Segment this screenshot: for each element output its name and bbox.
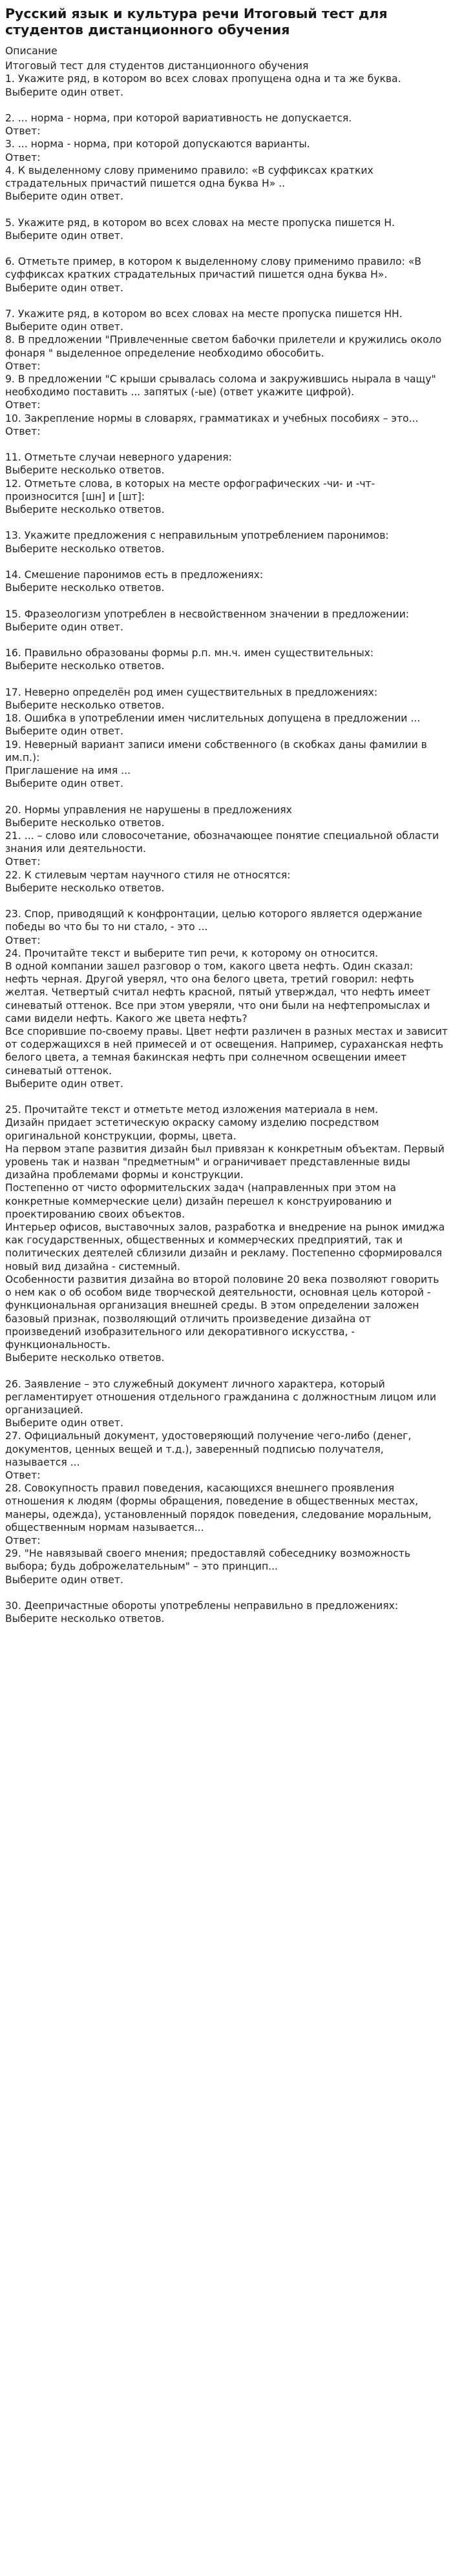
question-block (5, 529, 448, 555)
spacer (5, 1364, 448, 1377)
question-text: 29. "Не навязывай своего мнения; предоставляй собеседнику возможность выбора; будь доброжелательным" – это принцип... (5, 1548, 411, 1573)
question-text: Все спорившие по-своему правы. Цвет нефти различен в разных местах и зависит от содержащихся в ней примесей и от освещения. Например, сураханская нефть белого цвета, а темная бакинская нефть при солнечном освещении имеет синеватый оттенок. (5, 1026, 448, 1077)
answer-instruction: Ответ: (5, 399, 41, 411)
question-block (5, 686, 448, 712)
question-text: 21. ... – слово или словосочетание, обозначающее понятие специальной области знания или деятельности. (5, 830, 439, 855)
spacer (5, 1090, 448, 1103)
question-block (5, 112, 448, 138)
question-text: 17. Неверно определён род имен существительных в предложениях: (5, 686, 378, 698)
question-text: 3. ... норма - норма, при которой допускаются варианты. (5, 138, 310, 151)
description-label: Описание (5, 45, 49, 59)
question-text: На первом этапе развития дизайн был привязан к конкретным объектам. Первый уровень так и назван "предметным" и ограничивает представленные виды дизайна проблемами формы и конструкции. (5, 1143, 445, 1181)
spacer (5, 438, 448, 451)
answer-instruction: Выберите один ответ. (5, 282, 123, 294)
question-text: 7. Укажите ряд, в котором во всех словах на месте пропуска пишется НН. (5, 308, 403, 320)
spacer (5, 634, 448, 647)
answer-instruction: Выберите несколько ответов. (5, 1613, 165, 1625)
question-text: 1. Укажите ряд, в котором во всех словах пропущена одна и та же буква. (5, 73, 401, 85)
answer-instruction: Выберите несколько ответов. (5, 543, 165, 555)
spacer (5, 516, 448, 529)
answer-instruction: Выберите несколько ответов. (5, 882, 165, 894)
answer-instruction: Ответ: (5, 151, 41, 163)
question-text: 9. В предложении "С крыши срывалась солома и закружившись нырала в чащу" необходимо поставить ... запятых (-ые) (ответ укажите цифрой). (5, 373, 436, 399)
spacer (5, 790, 448, 803)
question-text: 4. К выделенному слову применимо правило: «В суффиксах кратких страдательных причастий пишется одна буква Н» .. (5, 164, 374, 190)
answer-instruction: Выберите один ответ. (5, 1574, 123, 1586)
answer-instruction: Ответ: (5, 856, 41, 868)
question-block (5, 1429, 448, 1482)
spacer (5, 673, 448, 686)
answer-instruction: Ответ: (5, 1534, 41, 1546)
spacer (5, 1586, 448, 1599)
question-text: 23. Спор, приводящий к конфронтации, целью которого является одержание победы во что бы то ни стало, - это ... (5, 908, 423, 933)
answer-instruction: Ответ: (5, 1469, 41, 1481)
answer-instruction: Выберите один ответ. (5, 1077, 123, 1090)
question-block (5, 1547, 448, 1586)
question-text: 19. Неверный вариант записи имени собственного (в скобках даны фамилии в им.п.): (5, 738, 427, 763)
answer-instruction: Выберите один ответ. (5, 321, 123, 333)
answer-instruction: Выберите несколько ответов. (5, 660, 165, 672)
question-text: 18. Ошибка в употреблении имен числительных допущена в предложении ... (5, 712, 421, 725)
question-list (5, 72, 448, 1625)
spacer (5, 242, 448, 255)
question-text: 25. Прочитайте текст и отметьте метод изложения материала в нем. (5, 1104, 379, 1116)
question-text: Особенности развития дизайна во второй половине 20 века позволяют говорить о нем как о об особом виде творческой деятельности, основная цель которой - функциональная организация внешней среды. В этом определении заложен базовый признак, позволяющий отличить произведение дизайна от произведений изобразительного или декоративного искусства, - функциональность. (5, 1273, 439, 1351)
question-block (5, 804, 448, 829)
question-block (5, 72, 448, 98)
spacer (5, 556, 448, 568)
answer-instruction: Выберите несколько ответов. (5, 504, 165, 516)
page-title: Русский язык и культура речи Итоговый тест для студентов дистанционного обучения (5, 6, 388, 37)
spacer (5, 895, 448, 908)
spacer (5, 203, 448, 216)
question-text: 13. Укажите предложения с неправильным употреблением паронимов: (5, 530, 389, 542)
question-text: 5. Укажите ряд, в котором во всех словах на месте пропуска пишется Н. (5, 216, 395, 229)
question-block (5, 138, 448, 163)
question-block (5, 216, 448, 242)
answer-instruction: Ответ: (5, 425, 41, 437)
answer-instruction: Выберите один ответ. (5, 229, 123, 242)
question-text: В одной компании зашел разговор о том, какого цвета нефть. Один сказал: нефть черная. Другой уверял, что она белого цвета, третий говорил: нефть желтая. Четвертый считал нефть красной, пятый утверждал, что нефть имеет синеватый оттенок. Все при этом уверяли, что они были на нефтепромыслах и сами видели нефть. Какого же цвета нефть? (5, 961, 430, 1024)
question-block (5, 255, 448, 295)
question-block (5, 738, 448, 791)
question-text: 16. Правильно образованы формы р.п. мн.ч. имен существительных: (5, 647, 374, 660)
question-text: 20. Нормы управления не нарушены в предложениях (5, 804, 292, 816)
question-text: 14. Смешение паронимов есть в предложениях: (5, 569, 264, 581)
question-block (5, 477, 448, 517)
question-text: 15. Фразеологизм употреблен в несвойственном значении в предложении: (5, 608, 409, 620)
answer-instruction: Ответ: (5, 934, 41, 946)
question-text: 22. К стилевым чертам научного стиля не относятся: (5, 869, 291, 881)
question-block (5, 647, 448, 672)
question-block (5, 373, 448, 412)
question-block (5, 307, 448, 333)
question-text: Приглашение на имя ... (5, 765, 131, 777)
answer-instruction: Ответ: (5, 125, 41, 138)
answer-instruction: Выберите один ответ. (5, 778, 123, 790)
question-text: 30. Деепричастные обороты употреблены неправильно в предложениях: (5, 1599, 399, 1612)
document-title: Итоговый тест для студентов дистанционного обучения (5, 60, 309, 72)
question-text: Интерьер офисов, выставочных залов, разработка и внедрение на рынок имиджа как государственных, общественных и коммерческих предприятий, так и политических деятелей сблизили дизайн и рекламу. Постепенно сформировался новый вид дизайна - системный. (5, 1221, 445, 1272)
question-text: Постепенно от чисто оформительских задач (направленных при этом на конкретные коммерческие цели) дизайн перешел к конструированию и проектированию своих объектов. (5, 1182, 396, 1220)
question-block (5, 869, 448, 895)
spacer (5, 99, 448, 112)
question-block (5, 568, 448, 594)
question-text: Дизайн придает эстетическую окраску самому изделию посредством оригинальной конструкции, формы, цвета. (5, 1117, 379, 1142)
question-block (5, 608, 448, 634)
question-block (5, 1103, 448, 1364)
answer-instruction: Выберите один ответ. (5, 621, 123, 633)
spacer (5, 295, 448, 307)
question-text: 10. Закрепление нормы в словарях, грамматиках и учебных пособиях – это... (5, 412, 419, 424)
answer-instruction: Выберите один ответ. (5, 725, 123, 738)
question-text: 12. Отметьте слова, в которых на месте орфографических -чи- и -чт- произносится [шн] и [шт]: (5, 477, 375, 503)
question-block (5, 829, 448, 869)
question-block (5, 333, 448, 373)
answer-instruction: Выберите несколько ответов. (5, 1352, 165, 1364)
question-text: 11. Отметьте случаи неверного ударения: (5, 452, 232, 464)
answer-instruction: Выберите несколько ответов. (5, 700, 165, 711)
answer-instruction: Ответ: (5, 360, 41, 372)
question-text: 27. Официальный документ, удостоверяющий получение чего-либо (денег, документов, ценных вещей и т.д.), заверенный подписью получателя, называется ... (5, 1430, 412, 1468)
question-block (5, 451, 448, 477)
question-text: 2. ... норма - норма, при которой вариативность не допускается. (5, 112, 352, 124)
question-block (5, 412, 448, 438)
question-block (5, 1482, 448, 1547)
question-block (5, 947, 448, 1090)
question-block (5, 1378, 448, 1430)
answer-instruction: Выберите один ответ. (5, 86, 123, 98)
answer-instruction: Выберите несколько ответов. (5, 464, 165, 477)
question-text: 8. В предложении "Привлеченные светом бабочки прилетели и кружились около фонаря " выделенное определение необходимо обособить. (5, 334, 442, 359)
question-block (5, 712, 448, 738)
answer-instruction: Выберите несколько ответов. (5, 816, 165, 829)
question-block (5, 908, 448, 947)
answer-instruction: Выберите несколько ответов. (5, 582, 165, 594)
question-text: 6. Отметьте пример, в котором к выделенному слову применимо правило: «В суффиксах кратких страдательных причастий пишется одна буква Н». (5, 256, 422, 281)
answer-instruction: Выберите один ответ. (5, 191, 123, 203)
question-text: 28. Совокупность правил поведения, касающихся внешнего проявления отношения к людям (формы обращения, поведение в общественных местах, манеры, одежда), установленный порядок поведения, следование моральным, общественным нормам называется... (5, 1482, 432, 1533)
spacer (5, 594, 448, 607)
question-block (5, 1599, 448, 1625)
question-text: 24. Прочитайте текст и выберите тип речи, к которому он относится. (5, 947, 379, 959)
question-block (5, 164, 448, 203)
question-text: 26. Заявление – это служебный документ личного характера, который регламентирует отношения отдельного гражданина с должностным лицом или организацией. (5, 1378, 436, 1416)
answer-instruction: Выберите один ответ. (5, 1417, 123, 1429)
